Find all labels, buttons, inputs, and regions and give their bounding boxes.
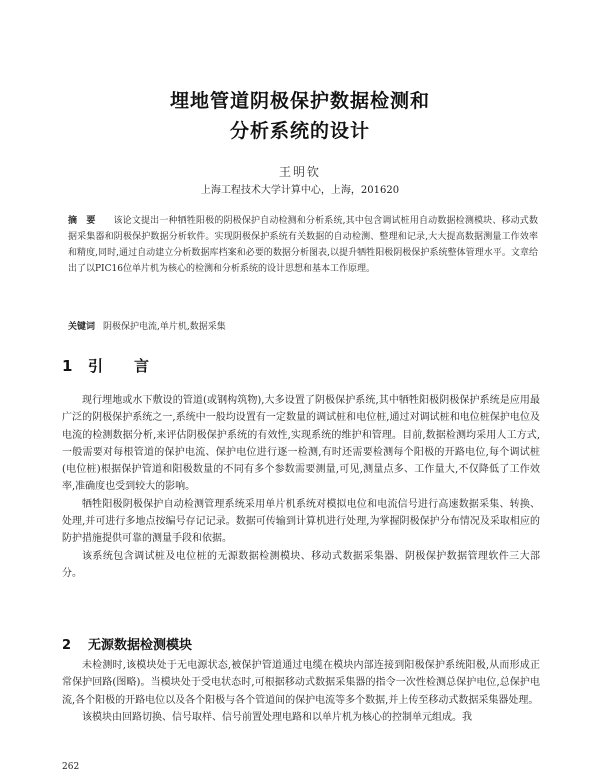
- section-body-passive-module: [62, 657, 540, 726]
- author-name: 王明钦: [278, 165, 321, 179]
- page-number: 262: [62, 762, 80, 772]
- section-title: 引 言: [88, 357, 158, 375]
- keywords-label: 关键词: [68, 322, 96, 332]
- section-body-introduction: [62, 392, 540, 582]
- abstract-text: 该论文提出一种牺牲阳极的阴极保护自动检测和分析系统,其中包含调试桩用自动数据检测模块、移动式数据采集器和阴极保护数据分析软件。实现阴极保护系统有关数据的自动检测、整理和记录,大大提高数据测量工作效率和精度,同时,通过自动建立分析数据库档案和必要的数据分析图表,以提升牺牲阳极阴极保护系统整体管理水平。文章给出了以PIC16位单片机为核心的检测和分析系统的设计思想和基本工作原理。: [68, 216, 538, 274]
- section-number: 1: [62, 357, 81, 375]
- author-affiliation: 上海工程技术大学计算中心，上海，201620: [200, 185, 400, 196]
- paragraph: 现行埋地或水下敷设的管道(或钢构筑物),大多设置了阴极保护系统,其中牺牲阳极阴极保护系统是应用最广泛的阴极保护系统之一,系统中一般均设置有一定数量的调试桩和电位桩,通过对调试桩和电位桩保护电位及电流的检测数据分析,来评估阴极保护系统的有效性,实现系统的维护和管理。目前,数据检测均采用人工方式,一般需要对每根管道的保护电流、保护电位进行逐一检测,有时还需要检测每个阳极的开路电位,每个调试桩(电位桩)根据保护管道和阳极数量的不同有多个参数需要测量,可见,测量点多、工作量大,不仅降低了工作效率,准确度也受到较大的影响。: [62, 395, 540, 493]
- paragraph: 牺牲阳极阴极保护自动检测管理系统采用单片机系统对模拟电位和电流信号进行高速数据采集、转换、处理,并可进行多地点按编号存记记录。数据可传输到计算机进行处理,为掌握阴极保护分布情况及采取相应的防护措施提供可靠的测量手段和依据。: [62, 498, 540, 545]
- paragraph: 该系统包含调试桩及电位桩的无源数据检测模块、移动式数据采集器、阴极保护数据管理软件三大部分。: [62, 550, 540, 579]
- section-title: 无源数据检测模块: [88, 638, 193, 653]
- paper-title-line-1: 埋地管道阴极保护数据检测和: [169, 90, 430, 112]
- abstract-label: 摘 要: [68, 216, 96, 226]
- paragraph: 未检测时,该模块处于无电源状态,被保护管道通过电缆在模块内部连接到阳极保护系统阳极,从而形成正常保护回路(图略)。当模块处于受电状态时,可根据移动式数据采集器的指令一次性检测总保护电位,总保护电流,各个阳极的开路电位以及各个阳极与各个管道间的保护电流等多个数据,并上传至移动式数据采集器处理。: [62, 660, 540, 706]
- keywords: [68, 319, 538, 332]
- abstract: [68, 213, 538, 277]
- keywords-text: 阴极保护电流,单片机,数据采集: [103, 322, 226, 332]
- section-heading-introduction: [62, 355, 157, 376]
- section-number: 2: [62, 638, 72, 653]
- paragraph: 该模块由回路切换、信号取样、信号前置处理电路和以单片机为核心的控制单元组成。我: [82, 711, 472, 723]
- paper-title-line-2: 分析系统的设计: [229, 120, 370, 142]
- section-heading-passive-module: [62, 634, 192, 653]
